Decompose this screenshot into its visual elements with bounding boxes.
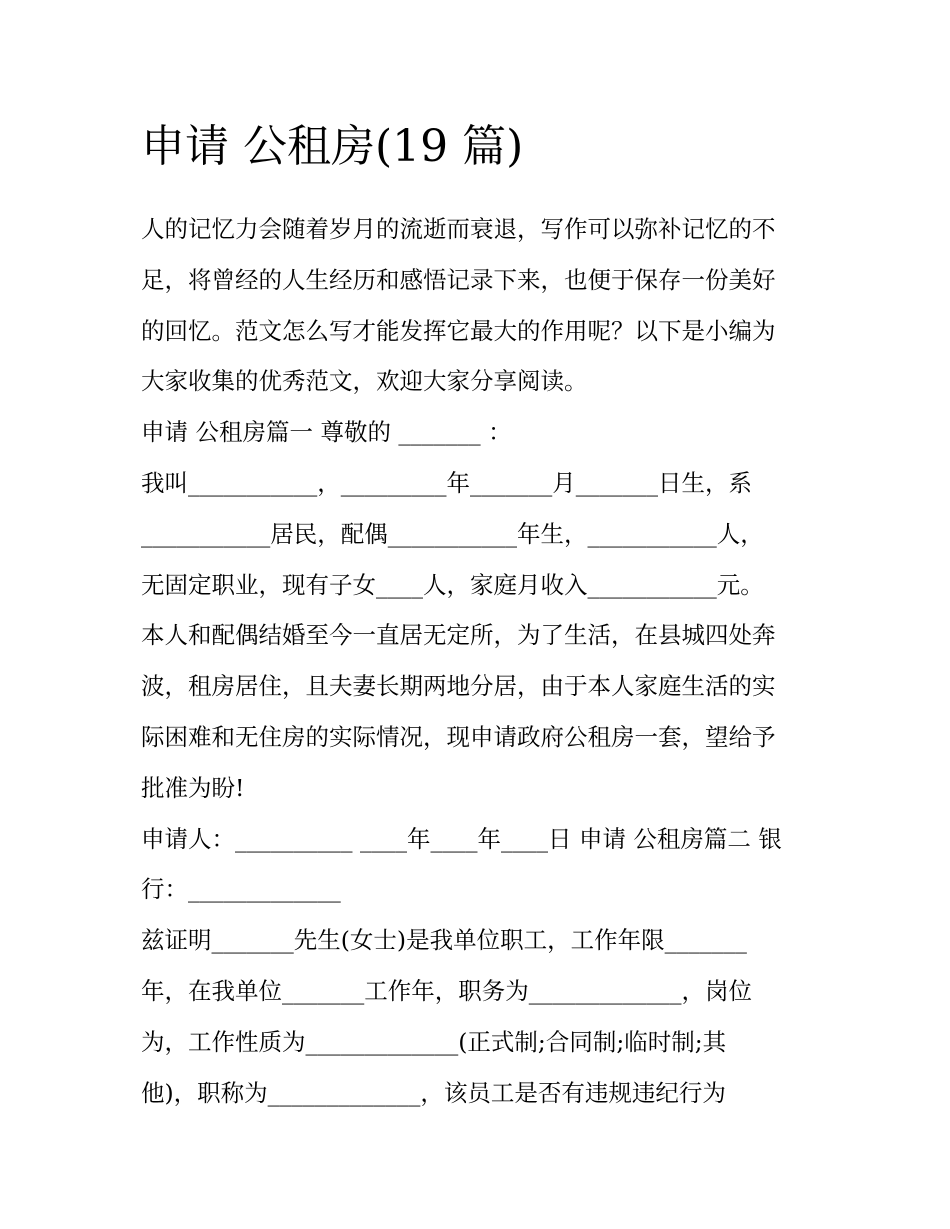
text-line: 为，工作性质为_____________(正式制;合同制;临时制;其 <box>141 1027 727 1056</box>
text-line: 年，在我单位_______工作年，职务为_____________，岗位 <box>141 976 752 1005</box>
text-line: 我叫___________，_________年_______月_______日生，系 <box>141 468 752 497</box>
text-line: 际困难和无住房的实际情况，现申请政府公租房一套，望给予 <box>141 722 776 751</box>
text-line: 批准为盼! <box>141 773 245 802</box>
text-line: 兹证明_______先生(女士)是我单位职工，工作年限_______ <box>141 926 747 955</box>
document-title: 申请 公租房(19 篇) <box>141 121 524 172</box>
text-line: 申请 公租房篇一 尊敬的 _______ ： <box>141 418 512 447</box>
text-line: 无固定职业，现有子女____人，家庭月收入___________元。 <box>141 570 764 599</box>
text-line: 他)，职称为_____________，该员工是否有违规违纪行为 <box>141 1078 726 1107</box>
text-line: 的回忆。范文怎么写才能发挥它最大的作用呢？以下是小编为 <box>141 316 776 345</box>
text-line: 申请人：__________ ____年____年____日 申请 公租房篇二 银 <box>141 824 782 853</box>
text-line: ___________居民，配偶___________年生，___________人， <box>141 519 764 548</box>
text-line: 足，将曾经的人生经历和感悟记录下来，也便于保存一份美好 <box>141 265 776 294</box>
document-page <box>141 112 831 1118</box>
text-line: 行：_____________ <box>141 875 341 904</box>
text-line: 本人和配偶结婚至今一直居无定所，为了生活，在县城四处奔 <box>141 621 776 650</box>
text-line: 大家收集的优秀范文，欢迎大家分享阅读。 <box>141 367 588 396</box>
text-line: 波，租房居住，且夫妻长期两地分居，由于本人家庭生活的实 <box>141 672 776 701</box>
text-line: 人的记忆力会随着岁月的流逝而衰退，写作可以弥补记忆的不 <box>141 215 776 243</box>
document-body <box>141 204 831 1118</box>
